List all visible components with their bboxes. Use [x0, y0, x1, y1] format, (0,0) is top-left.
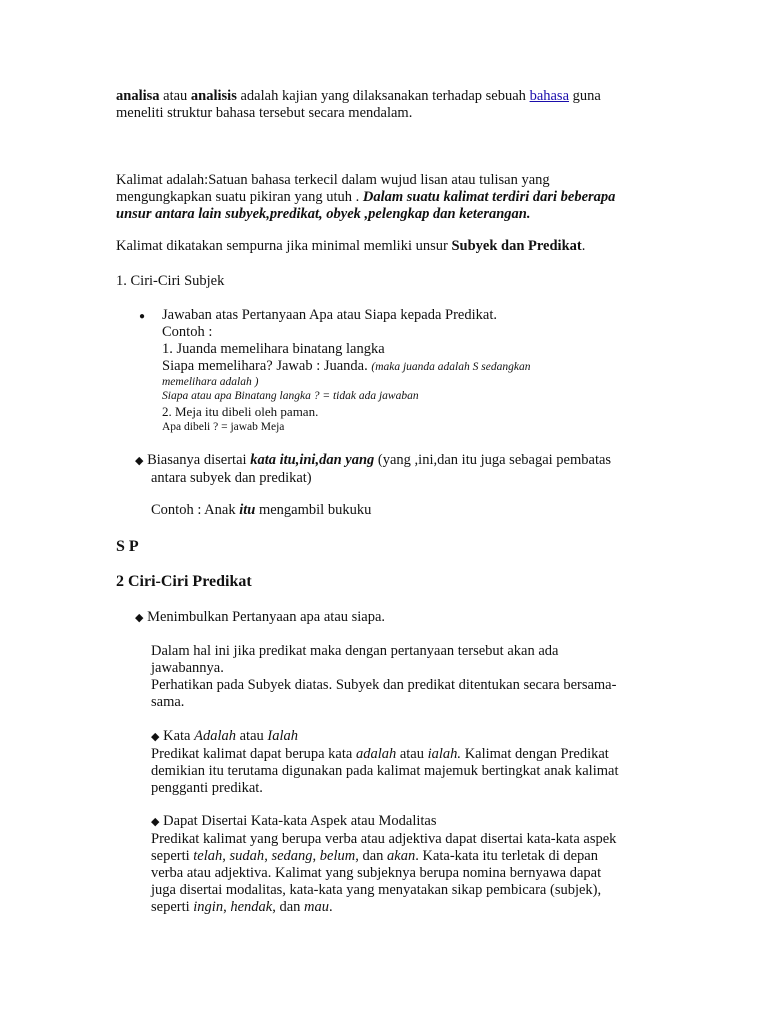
subjek-example: Contoh : Anak itu mengambil bukuku: [151, 502, 372, 518]
intro-line-2: meneliti struktur bahasa tersebut secara mendalam.: [116, 105, 413, 121]
diamond-bullet-icon: ◆: [151, 816, 160, 828]
bullet-dot-icon: ●: [139, 311, 146, 322]
bahasa-link[interactable]: bahasa: [529, 88, 570, 104]
term-analisa: analisa: [116, 88, 160, 104]
predikat-paragraph-1: Dalam hal ini jika predikat maka dengan pertanyaan tersebut akan ada jawabannya. Perhatikan pada Subyek diatas. Subyek dan predikat ditentukan secara bersama- sama.: [151, 643, 617, 710]
diamond-bullet-icon: ◆: [135, 455, 144, 467]
kalimat-definition-paragraph: Kalimat adalah:Satuan bahasa terkecil dalam wujud lisan atau tulisan yang mengungkapkan suatu pikiran yang utuh . Dalam suatu kalimat terdiri dari beberapa unsur antara lain subyek,predikat, obyek ,pelengkap dan keterangan.: [116, 172, 616, 222]
subjek-bullet-2: ◆ Biasanya disertai kata itu,ini,dan yang (yang ,ini,dan itu juga sebagai pembatas antara subyek dan predikat): [135, 452, 612, 486]
kalimat-sempurna-paragraph: Kalimat dikatakan sempurna jika minimal memliki unsur Subyek dan Predikat.: [116, 238, 586, 254]
diamond-bullet-icon: ◆: [135, 612, 144, 624]
predikat-bullet-2: ◆ Kata Adalah atau Ialah Predikat kalimat dapat berupa kata adalah atau ialah. Kalimat dengan Predikat demikian itu terutama digunakan pada kalimat majemuk bertingkat anak kalimat pengganti predikat.: [151, 728, 619, 796]
sp-label: S P: [116, 538, 139, 555]
predikat-heading: 2 Ciri-Ciri Predikat: [116, 573, 252, 590]
predikat-bullet-1: ◆ Menimbulkan Pertanyaan apa atau siapa.: [135, 609, 386, 625]
intro-paragraph: analisa atau analisis adalah kajian yang dilaksanakan terhadap sebuah bahasa guna meneliti struktur bahasa tersebut secara mendalam.: [116, 88, 601, 121]
predikat-bullet-3: ◆ Dapat Disertai Kata-kata Aspek atau Modalitas Predikat kalimat yang berupa verba atau adjektiva dapat disertai kata-kata aspek seperti telah, sudah, sedang, belum, dan akan. Kata-kata itu terletak di depan verba atau adjektiva. Kalimat yang subjeknya berupa nomina bernyawa dapat juga disertai modalitas, kata-kata yang menyatakan sikap pembicara (subjek), seperti ingin, hendak, dan mau.: [151, 813, 617, 915]
subjek-heading: 1. Ciri-Ciri Subjek: [116, 273, 225, 289]
diamond-bullet-icon: ◆: [151, 731, 160, 743]
term-analisis: analisis: [190, 88, 237, 104]
subjek-bullet-1: Jawaban atas Pertanyaan Apa atau Siapa kepada Predikat. Contoh : 1. Juanda memelihara binatang langka Siapa memelihara? Jawab : Juanda. (maka juanda adalah S sedangkan memelihara adalah ) Siapa atau apa Binatang langka ? = tidak ada jawaban 2. Meja itu dibeli oleh paman. Apa dibeli ? = jawab Meja: [162, 307, 531, 433]
